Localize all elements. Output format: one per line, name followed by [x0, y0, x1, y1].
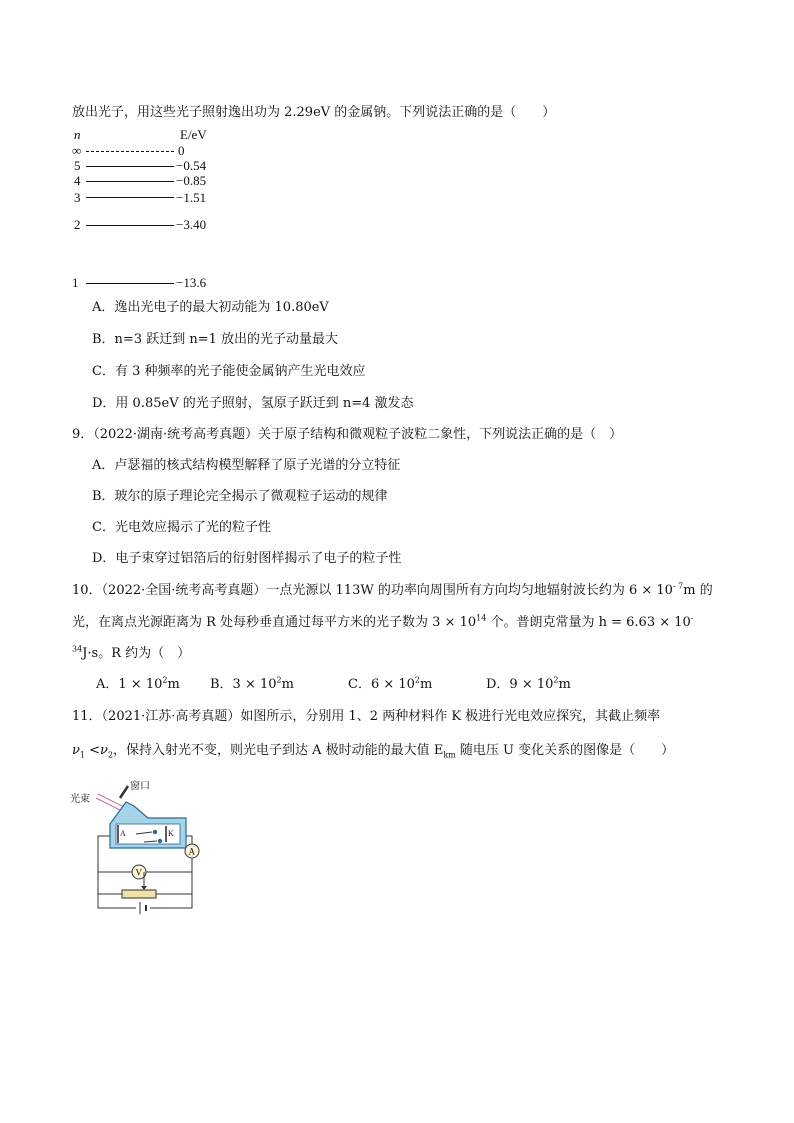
q10-option-unit: m: [420, 677, 433, 692]
beam-label: 光束: [70, 794, 90, 805]
q11-stem-line1: 11．（2021·江苏·高考真题）如图所示，分别用 1、2 两种材料作 K 极进行光电效应探究，其截止频率: [72, 709, 661, 724]
level-n-label: 2: [74, 217, 81, 232]
q10-option-unit: m: [167, 677, 180, 692]
q10-option-b: [210, 677, 294, 693]
e-axis-label: E/eV: [180, 127, 207, 142]
level-n-label: 1: [72, 275, 79, 290]
level-line-infinity: [86, 151, 174, 152]
q10-text: 个。普朗克常量为 h = 6.63 × 10: [486, 615, 691, 630]
q8-stem: 放出光子，用这些光子照射逸出功为 2.29eV 的金属钠。下列说法正确的是（ ）: [72, 105, 556, 120]
q10-exponent: - 7: [672, 581, 684, 591]
window-slit: [120, 786, 128, 798]
q10-text: m 的: [683, 583, 713, 598]
q10-option-c: [348, 677, 432, 693]
q8-option-a: A．逸出光电子的最大初动能为 10.80eV: [92, 300, 329, 315]
q10-option-exponent: 2: [276, 675, 282, 685]
q9-option-a: A．卢瑟福的核式结构模型解释了原子光谱的分立特征: [92, 458, 401, 473]
level-line-2: [86, 225, 174, 226]
q10-text: 10．（2022·全国·统考高考真题）一点光源以 113W 的功率向周围所有方向均匀地辐射波长约为 6 × 10: [72, 583, 673, 598]
q10-text: J·s。R 约为（ ）: [82, 646, 191, 661]
q10-option-label: A．1 × 10: [96, 677, 163, 692]
rheostat: [122, 890, 156, 898]
circuit-wire: [150, 858, 192, 908]
level-n-label: ∞: [72, 143, 82, 158]
q8-option-d: D．用 0.85eV 的光子照射，氢原子跃迁到 n=4 激发态: [92, 396, 414, 411]
q9-option-c: C．光电效应揭示了光的粒子性: [92, 520, 271, 535]
q10-exponent: -: [690, 613, 694, 623]
q11-subscript: 1: [79, 750, 85, 760]
level-line-5: [86, 166, 174, 167]
q10-stem-line1: [72, 583, 713, 599]
q10-option-label: C．6 × 10: [348, 677, 415, 692]
circuit-wire: [186, 836, 192, 844]
q10-option-unit: m: [558, 677, 571, 692]
rheostat-slider-tip: [141, 886, 147, 890]
q9-stem: 9．（2022·湖南·统考高考真题）关于原子结构和微观粒子波粒二象性，下列说法正确的是（ ）: [72, 427, 623, 442]
level-n-label: 3: [74, 190, 81, 205]
level-line-1: [86, 283, 174, 284]
ammeter-label: A: [188, 846, 195, 857]
q10-option-exponent: 2: [553, 675, 559, 685]
window-label: 窗口: [130, 781, 150, 792]
n-axis-label: n: [74, 127, 81, 142]
level-line-4: [86, 181, 174, 182]
level-line-3: [86, 197, 174, 198]
anode-label: A: [120, 829, 126, 838]
level-energy-label: −0.54: [176, 158, 207, 173]
level-n-label: 4: [74, 173, 81, 188]
q8-option-b: B．n=3 跃迁到 n=1 放出的光子动量最大: [92, 332, 339, 347]
q9-option-b: B．玻尔的原子理论完全揭示了微观粒子运动的规律: [92, 489, 388, 504]
cathode-label: K: [168, 829, 174, 838]
level-n-label: 5: [74, 158, 81, 173]
q10-exponent: 14: [476, 613, 487, 623]
q11-text: <ν: [85, 743, 108, 758]
electron-dot: [153, 830, 157, 834]
q10-option-a: [96, 677, 180, 693]
q9-option-d: D．电子束穿过铝箔后的衍射图样揭示了电子的粒子性: [92, 551, 402, 566]
voltmeter-label: V: [135, 867, 142, 878]
photoelectric-circuit-figure: [70, 778, 210, 926]
electron-dot: [158, 839, 162, 843]
level-energy-label: −13.6: [176, 275, 207, 290]
q10-option-d: [486, 677, 571, 693]
q10-option-exponent: 2: [162, 675, 168, 685]
q10-exponent: 34: [72, 644, 83, 654]
level-energy-label: 0: [178, 143, 185, 158]
q10-stem-line2: [72, 615, 694, 631]
q10-option-label: D．9 × 10: [486, 677, 554, 692]
q10-option-label: B．3 × 10: [210, 677, 277, 692]
level-energy-label: −1.51: [176, 190, 207, 205]
q11-text: ν: [72, 743, 80, 758]
q11-subscript: 2: [107, 750, 114, 760]
q11-stem-line2: [72, 743, 674, 759]
level-energy-label: −3.40: [176, 217, 207, 232]
level-energy-label: −0.85: [176, 173, 207, 188]
q10-stem-line3: [72, 646, 190, 662]
q8-option-c: C．有 3 种频率的光子能使金属钠产生光电效应: [92, 364, 366, 379]
q11-text: 随电压 U 变化关系的图像是（ ）: [455, 743, 675, 758]
q10-text: 光，在离点光源距离为 R 处每秒垂直通过每平方米的光子数为 3 × 10: [72, 615, 477, 630]
q10-option-unit: m: [281, 677, 294, 692]
q10-option-exponent: 2: [414, 675, 421, 685]
q11-text: ，保持入射光不变，则光电子到达 A 极时动能的最大值 E: [113, 743, 444, 758]
q11-subscript: km: [443, 750, 456, 760]
